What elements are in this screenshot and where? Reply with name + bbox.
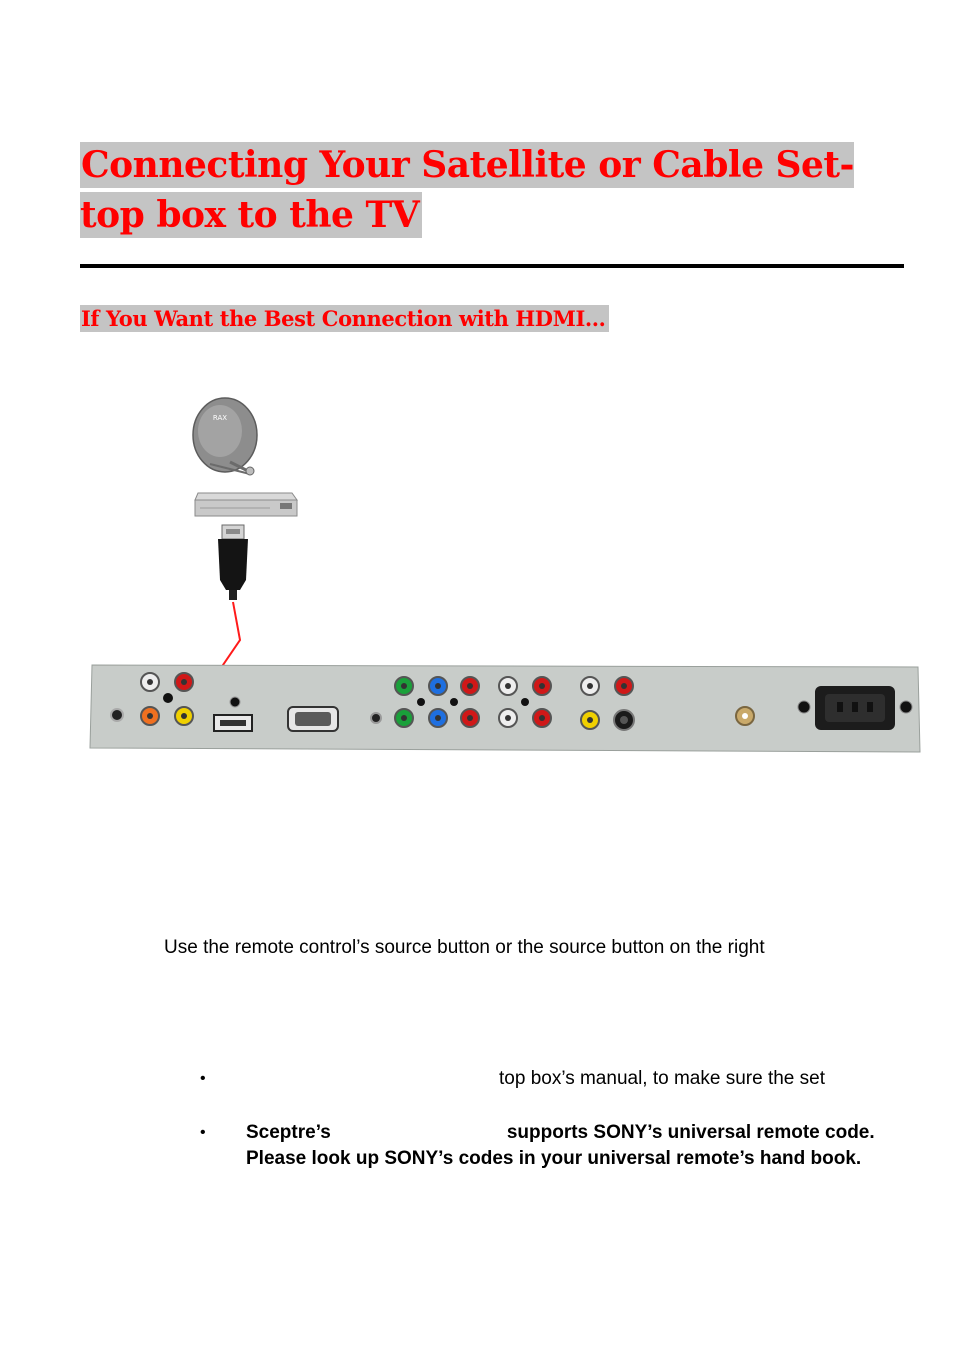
hdmi-cable-icon [218,525,248,600]
section-subtitle [80,303,609,335]
instruction-text: Use the remote control’s source button or the source button on the right [164,937,765,958]
bullet-icon: • [200,1070,206,1087]
note-brand: Sceptre’s [246,1122,331,1143]
bullet-icon: • [200,1124,206,1141]
satellite-dish-icon [193,398,257,475]
page-title [80,140,860,240]
section-subtitle-text: If You Want the Best Connection with HDMI… [80,305,609,332]
page-title-text: Connecting Your Satellite or Cable Set-top box to the TV [80,144,854,236]
power-socket [798,686,912,730]
dish-brand-label: RAX [212,414,228,422]
note-text [246,1120,906,1172]
note-remote-text: supports SONY’s universal remote [506,1122,820,1143]
tv-back-panel [90,665,920,752]
section-divider [80,264,904,268]
note-text: top box’s manual, to make sure the set [499,1068,825,1089]
set-top-box-icon [195,493,297,516]
connection-diagram [80,390,930,770]
note-remote-continued: code. Please look up SONY’s codes in your universal remote’s hand book. [246,1122,875,1169]
